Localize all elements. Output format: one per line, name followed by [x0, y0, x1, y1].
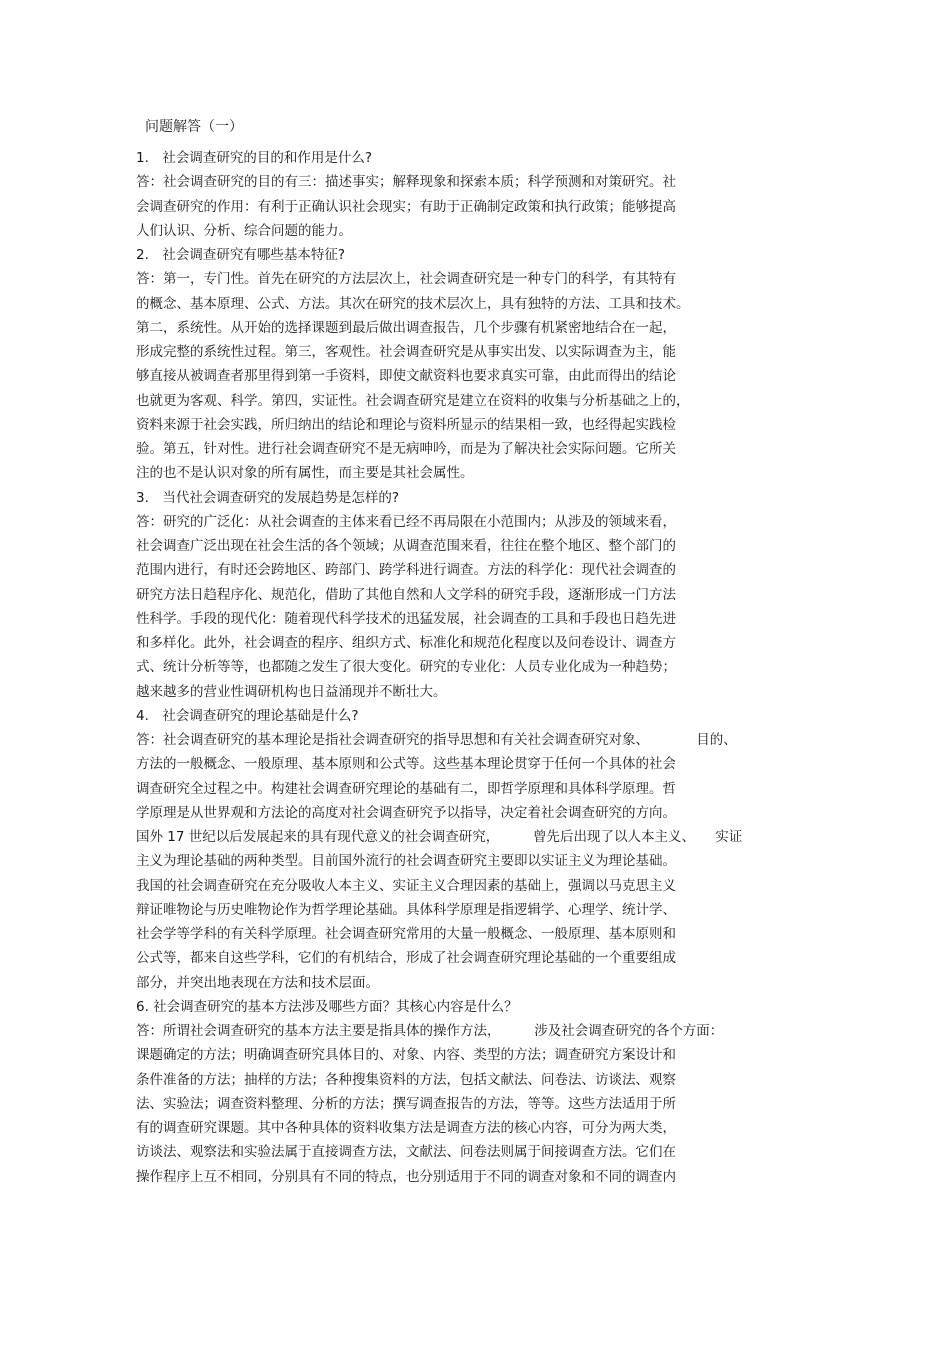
- text-line: 注的也不是认识对象的所有属性，而主要是其社会属性。: [136, 465, 474, 482]
- text-line: 会调查研究的作用：有利于正确认识社会现实；有助于正确制定政策和执行政策；能够提高: [136, 198, 676, 215]
- question-heading: 3. 当代社会调查研究的发展趋势是怎样的?: [136, 489, 400, 506]
- text-line: 第二，系统性。从开始的选择课题到最后做出调查报告，几个步骤有机紧密地结合在一起，: [136, 319, 676, 336]
- text-line: 答：社会调查研究的基本理论是指社会调查研究的指导思想和有关社会调查研究对象、 目的、: [136, 732, 737, 748]
- text-line: 和多样化。此外，社会调查的程序、组织方式、标准化和规范化程度以及问卷设计、调查方: [136, 635, 676, 651]
- text-line: 也就更为客观、科学。第四，实证性。社会调查研究是建立在资料的收集与分析基础之上的，: [136, 392, 690, 409]
- text-line: 的概念、基本原理、公式、方法。其次在研究的技术层次上，具有独特的方法、工具和技术。: [136, 295, 690, 312]
- text-line: 法、实验法；调查资料整理、分析的方法；撰写调查报告的方法，等等。这些方法适用于所: [136, 1095, 676, 1112]
- text-line: 课题确定的方法；明确调查研究具体目的、对象、内容、类型的方法；调查研究方案设计和: [136, 1047, 676, 1064]
- text-line: 方法的一般概念、一般原理、基本原则和公式等。这些基本理论贯穿于任何一个具体的社会: [136, 756, 676, 773]
- text-line: 有的调查研究课题。其中各种具体的资料收集方法是调查方法的核心内容，可分为两大类，: [136, 1120, 676, 1136]
- text-line: 答：第一，专门性。首先在研究的方法层次上，社会调查研究是一种专门的科学，有其特有: [136, 271, 676, 288]
- text-line: 主义为理论基础的两种类型。目前国外流行的社会调查研究主要即以实证主义为理论基础。: [136, 853, 676, 870]
- text-line: 性科学。手段的现代化：随着现代科学技术的迅猛发展，社会调查的工具和手段也日趋先进: [136, 610, 676, 627]
- question-heading: 4. 社会调查研究的理论基础是什么?: [136, 707, 359, 724]
- question-heading: 2. 社会调查研究有哪些基本特征?: [136, 247, 346, 263]
- text-line: 人们认识、分析、综合问题的能力。: [136, 222, 352, 239]
- text-line: 部分，并突出地表现在方法和技术层面。: [136, 974, 379, 991]
- text-line: 国外 17 世纪以后发展起来的具有现代意义的社会调查研究， 曾先后出现了以人本主义、 实证: [136, 829, 743, 845]
- text-line: 条件准备的方法；抽样的方法；各种搜集资料的方法，包括文献法、问卷法、访谈法、观察: [136, 1071, 676, 1088]
- text-line: 辩证唯物论与历史唯物论作为哲学理论基础。具体科学原理是指逻辑学、心理学、统计学、: [136, 901, 676, 918]
- text-line: 操作程序上互不相同，分别具有不同的特点，也分别适用于不同的调查对象和不同的调查内: [136, 1168, 676, 1185]
- text-line: 访谈法、观察法和实验法属于直接调查方法，文献法、问卷法则属于间接调查方法。它们在: [136, 1144, 676, 1161]
- text-line: 调查研究全过程之中。构建社会调查研究理论的基础有二，即哲学原理和具体科学原理。哲: [136, 780, 676, 797]
- question-heading: 1. 社会调查研究的目的和作用是什么?: [136, 150, 373, 166]
- text-line: 答：社会调查研究的目的有三：描述事实；解释现象和探索本质；科学预测和对策研究。社: [136, 174, 676, 191]
- text-line: 答：研究的广泛化：从社会调查的主体来看已经不再局限在小范围内；从涉及的领域来看，: [136, 513, 676, 530]
- question-heading: 6. 社会调查研究的基本方法涉及哪些方面？其核心内容是什么？: [136, 998, 518, 1015]
- text-line: 研究方法日趋程序化、规范化，借助了其他自然和人文学科的研究手段，逐渐形成一门方法: [136, 586, 676, 603]
- document-title: 问题解答（一）: [145, 119, 243, 135]
- text-line: 社会学等学科的有关科学原理。社会调查研究常用的大量一般概念、一般原理、基本原则和: [136, 926, 676, 942]
- text-line: 社会调查广泛出现在社会生活的各个领域；从调查范围来看，往往在整个地区、整个部门的: [136, 538, 676, 554]
- text-line: 公式等，都来自这些学科，它们的有机结合，形成了社会调查研究理论基础的一个重要组成: [136, 950, 676, 967]
- document-body: [136, 146, 836, 1189]
- text-line: 验。第五，针对性。进行社会调查研究不是无病呻吟，而是为了解决社会实际问题。它所关: [136, 441, 676, 457]
- text-line: 越来越多的营业性调研机构也日益涌现并不断壮大。: [136, 683, 447, 700]
- text-line: 形成完整的系统性过程。第三，客观性。社会调查研究是从事实出发、以实际调查为主，能: [136, 344, 676, 360]
- text-line: 够直接从被调查者那里得到第一手资料，即使文献资料也要求真实可靠，由此而得出的结论: [136, 368, 676, 385]
- text-line: 资料来源于社会实践，所归纳出的结论和理论与资料所显示的结果相一致，也经得起实践检: [136, 416, 676, 433]
- text-line: 式、统计分析等等，也都随之发生了很大变化。研究的专业化：人员专业化成为一种趋势；: [136, 659, 676, 676]
- text-line: 范围内进行，有时还会跨地区、跨部门、跨学科进行调查。方法的科学化：现代社会调查的: [136, 562, 676, 579]
- text-line: 答：所谓社会调查研究的基本方法主要是指具体的操作方法， 涉及社会调查研究的各个方面：: [136, 1023, 724, 1039]
- text-line: 我国的社会调查研究在充分吸收人本主义、实证主义合理因素的基础上，强调以马克思主义: [136, 877, 676, 894]
- text-line: 学原理是从世界观和方法论的高度对社会调查研究予以指导，决定着社会调查研究的方向。: [136, 804, 676, 821]
